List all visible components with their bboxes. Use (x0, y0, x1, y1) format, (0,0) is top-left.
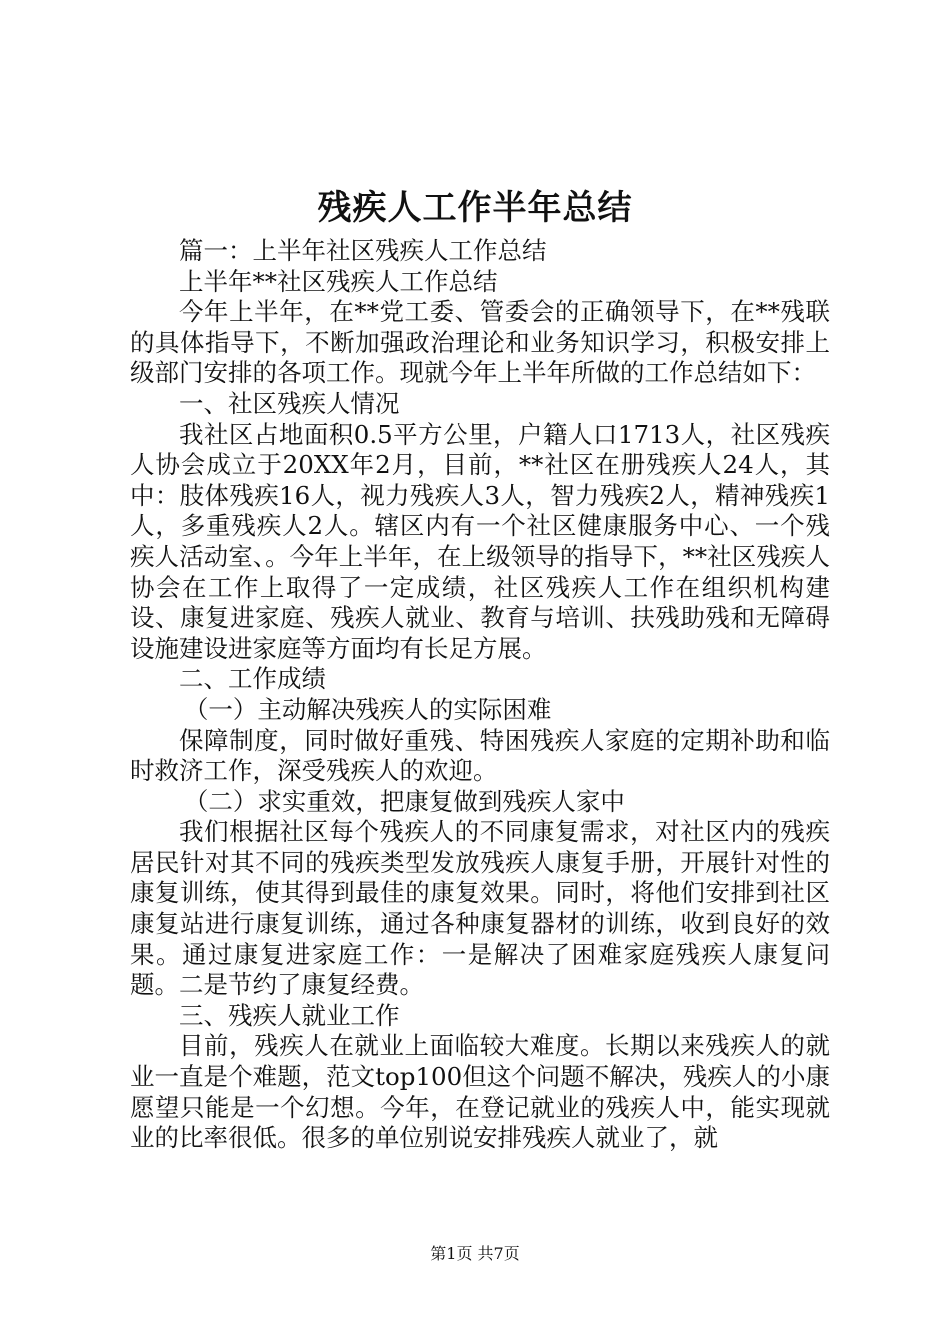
subsection-heading: （一）主动解决残疾人的实际困难 (183, 694, 552, 724)
section-heading: 篇一：上半年社区残疾人工作总结 (179, 236, 547, 265)
body-paragraph: 保障制度，同时做好重残、特困残疾人家庭的定期补助和临时救济工作，深受残疾人的欢迎。 (130, 725, 830, 786)
body-paragraph: 我们根据社区每个残疾人的不同康复需求，对社区内的残疾居民针对其不同的残疾类型发放残疾人康复手册，开展针对性的康复训练，使其得到最佳的康复效果。同时，将他们安排到社区康复站进行康复训练，通过各种康复器材的训练，收到良好的效果。通过康复进家庭工作：一是解决了困难家庭残疾人康复问题。二是节约了康复经费。 (130, 817, 830, 1000)
page-footer: 第1页 共7页 (430, 1244, 520, 1263)
body-paragraph: 今年上半年，在**党工委、管委会的正确领导下，在**残联的具体指导下，不断加强政治理论和业务知识学习，积极安排上级部门安排的各项工作。现就今年上半年所做的工作总结如下： (130, 297, 830, 388)
body-paragraph: 目前，残疾人在就业上面临较大难度。长期以来残疾人的就业一直是个难题，范文top100但这个问题不解决，残疾人的小康愿望只能是一个幻想。今年，在登记就业的残疾人中，能实现就业的比率很低。很多的单位别说安排残疾人就业了，就 (130, 1031, 830, 1153)
document-body (130, 236, 830, 1154)
subsection-heading: （二）求实重效，把康复做到残疾人家中 (183, 786, 625, 816)
section-heading: 三、残疾人就业工作 (179, 1000, 400, 1030)
section-heading: 一、社区残疾人情况 (179, 388, 400, 418)
body-paragraph: 我社区占地面积0.5平方公里，户籍人口1713人，社区残疾人协会成立于20XX年2月，目前，**社区在册残疾人24人，其中：肢体残疾16人，视力残疾人3人，智力残疾2人，精神残疾1人，多重残疾人2人。辖区内有一个社区健康服务中心、一个残疾人活动室、。今年上半年，在上级领导的指导下，**社区残疾人协会在工作上取得了一定成绩，社区残疾人工作在组织机构建设、康复进家庭、残疾人就业、教育与培训、扶残助残和无障碍设施建设进家庭等方面均有长足方展。 (130, 419, 830, 663)
document-title: 残疾人工作半年总结 (317, 188, 633, 228)
subtitle: 上半年**社区残疾人工作总结 (179, 266, 498, 296)
section-heading: 二、工作成绩 (179, 664, 326, 694)
